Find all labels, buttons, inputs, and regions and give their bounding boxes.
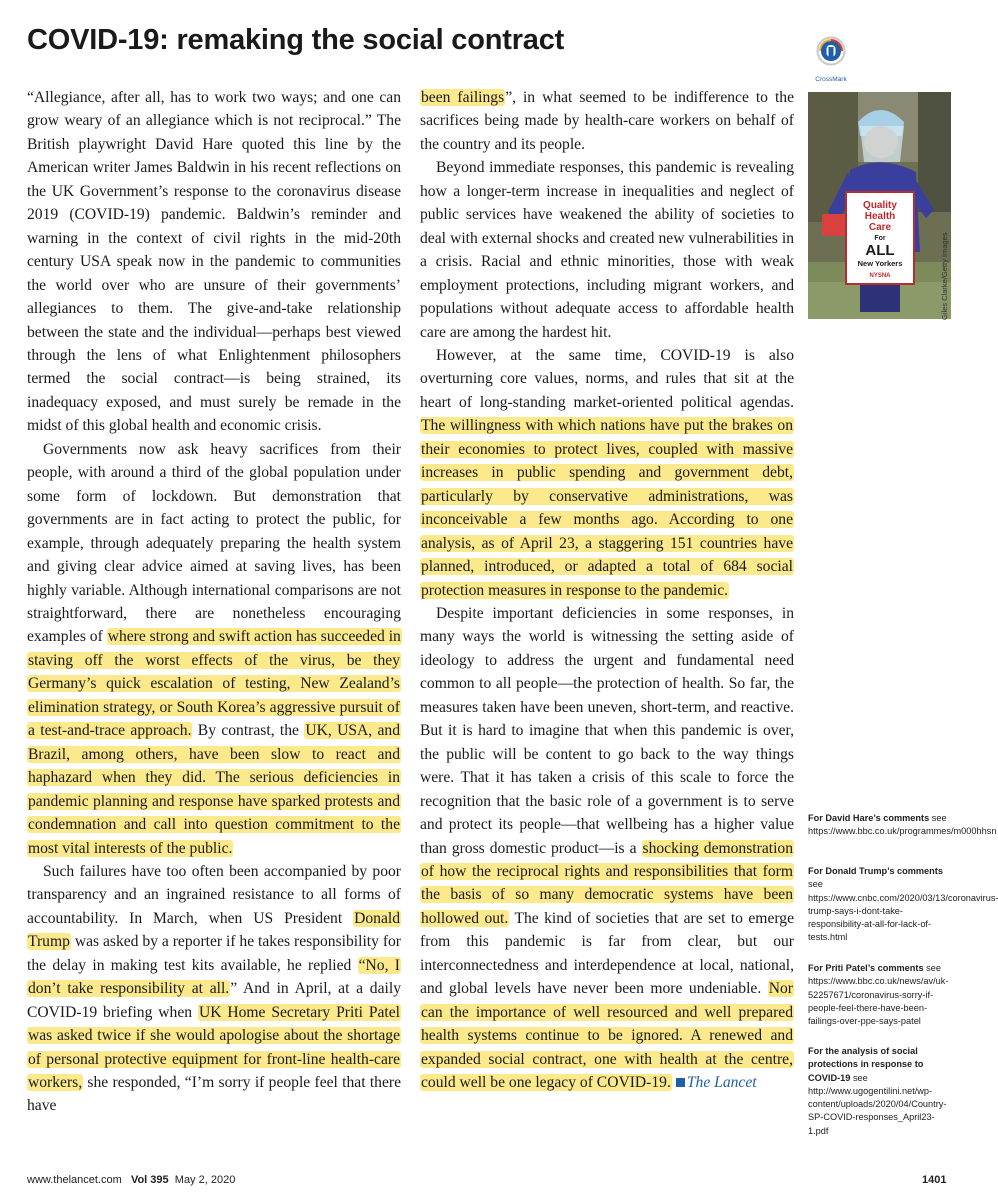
text: she responded, “I’m sorry if people feel that there have [27,1074,401,1115]
article-title: COVID-19: remaking the social contract [27,24,565,56]
footer-site[interactable]: www.thelancet.com [27,1174,122,1186]
text: ”, in what seemed to be indifference to the sacrifices being made by health-care workers on behalf of the country and its people. [420,89,795,153]
highlight: UK, USA, and Brazil, among others, have been slow to react and haphazard when they did. The serious deficiencies in pandemic planning and response have sparked protests and condemnation and call into question commitment to the most vital interests of the public. [28,722,401,857]
text: However, at the same time, COVID-19 is also overturning core values, norms, and rules that sit at the heart of long-standing market-oriented political agendas. [420,346,794,411]
sidenote-trump [808,865,998,945]
sign-line3: Care [868,222,892,233]
sidenote-title: For the analysis of social protections in response to COVID-19 [808,1046,924,1083]
text: By contrast, the [192,722,305,740]
footer-volume: Vol 395 [130,1174,169,1186]
sidenote-title: For Priti Patel’s comments [808,963,924,973]
sidenote-hare [808,812,997,839]
crossmark-label: CrossMark [815,76,847,83]
text: Despite important deficiencies in some responses, in many ways the world is witnessing the setting aside of ideology to address the urgent and fundamental need common to all people—the protection of health. So far, the measures taken have been uneven, short-term, and reactive. But it is hard to imagine that when this pandemic is over, the public will be content to go back to the way things were. That it has taken a crisis of this scale to force the recognition that the basic role of a government is to serve and protect its people—that wellbeing has a higher value than gross domestic product—is a [420,604,794,857]
paragraph [27,438,401,860]
page-number: 1401 [922,1174,947,1186]
sidenote-analysis [808,1045,954,1138]
nurse-protest-photo [808,92,951,319]
sidenote-link[interactable]: see https://www.bbc.co.uk/programmes/m000hhsn [808,813,997,837]
highlight: Donald Trump [28,909,400,951]
highlight: The willingness with which nations have put the brakes on their economies to protect lives, coupled with massive increases in public spending and government debt, particularly by conservative administrations, was inconceivable a few months ago. According to one analysis, as of April 23, a staggering 151 countries have planned, introduced, or adapted a total of 684 social protection measures in response to the pandemic. [421,417,793,599]
highlight: shocking demonstration of how the reciprocal rights and responsibilities that form the basis of so many democratic systems have been hollowed out. [421,839,793,927]
sign-line5: ALL [865,242,895,259]
sidenote-title: For David Hare’s comments [808,813,930,823]
sidenote-title: For Donald Trump’s comments [808,866,943,876]
paragraph [420,344,794,602]
text: was asked by a reporter if he takes responsibility for the delay in making test kits available, he replied [27,933,401,974]
sidenote-link[interactable]: see https://www.bbc.co.uk/news/av/uk-52257671/coronavirus-sorry-if-people-feel-there-have-been-failings-over-ppe-says-patel [808,963,949,1027]
highlight: “No, I don’t take responsibility at all. [28,956,400,998]
sidenote-patel [808,962,954,1028]
highlight: UK Home Secretary Priti Patel was asked twice if she would apologise about the shortage of personal protective equipment for front-line health-care workers, [28,1003,401,1092]
sign-line7: NYSNA [869,273,891,279]
crossmark-badge[interactable] [808,36,854,83]
footer-citation [27,1174,235,1186]
highlight: Nor can the importance of well resourced and well prepared health systems continue to be ignored. A renewed and expanded social contract, one with health at the centre, could well be one legacy of COVID-19. [421,980,793,1092]
highlight: been failings [421,89,505,106]
photo-credit: Giles Clarke/Getty Images [940,232,949,320]
text: Such failures have too often been accompanied by poor transparency and an ingrained resistance to all forms of accountability. In March, when US President [27,862,401,927]
paragraph: Beyond immediate responses, this pandemic is revealing how a longer-term increase in inequalities and neglect of public services have weakened the ability of societies to deal with external shocks and created new vulnerabilities in a crisis. Racial and ethnic minorities, those with weak employment protections, including migrant workers, and populations without adequate access to affordable health care are among the hardest hit. [420,159,794,341]
paragraph [420,86,794,156]
text: Governments now ask heavy sacrifices from their people, with around a third of the global population under some form of lockdown. But demonstration that governments are in fact acting to protect the public, for example, through adequately preparing the health system and giving clear advice aimed at saving lives, has been highly variable. Although international comparisons are not straightforward, there are nonetheless encouraging examples of [27,440,401,646]
paragraph [27,860,401,1118]
footer-date: May 2, 2020 [174,1174,236,1186]
column-left [27,86,401,1118]
sign-line4: For [874,235,886,242]
paragraph: “Allegiance, after all, has to work two ways; and one can grow weary of an allegiance which is not reciprocal.” The British playwright David Hare quoted this line by the American writer James Baldwin in his recent reflections on the UK Government’s response to the coronavirus disease 2019 (COVID-19) pandemic. Baldwin’s reminder and warning in the context of civil rights in the mid-20th century USA speak now in the pandemic to communities the world over who are unsure of their governments’ allegiances to them. The give-and-take relationship between the state and the individual—perhaps best viewed through the lens of what Enlightenment philosophers termed the social contract—is being strained, its inadequacy exposed, and must surely be remade in the midst of this global health and economic crisis. [27,89,401,435]
crossmark-icon [816,36,846,70]
column-right [420,86,794,1094]
sign-line6: New Yorkers [857,259,903,268]
sidenote-link[interactable]: see https://www.cnbc.com/2020/03/13/coronavirus-trump-says-i-dont-take-responsibility-at-all-for-lack-of-tests.html [808,879,998,943]
highlight: where strong and swift action has succeeded in staving off the worst effects of the virus, be they Germany’s quick escalation of testing, New Zealand’s elimination strategy, or South Korea’s aggressive pursuit of a test-and-trace approach. [28,628,401,740]
end-square-icon [676,1078,685,1087]
text: ” And in April, at a daily COVID-19 briefing when [27,980,401,1021]
paragraph [420,602,794,1095]
signature: The Lancet [686,1074,757,1092]
sign-line2: Health [864,211,896,222]
text: The kind of societies that are set to emerge from this pandemic is far from clear, but our interconnectedness and interdependence at local, national, and global levels have never been more undeniable. [420,909,794,998]
sign-line1: Quality [863,200,897,211]
sidenote-link[interactable]: see http://www.ugogentilini.net/wp-content/uploads/2020/04/Country-SP-COVID-responses_April23-1.pdf [808,1072,947,1136]
